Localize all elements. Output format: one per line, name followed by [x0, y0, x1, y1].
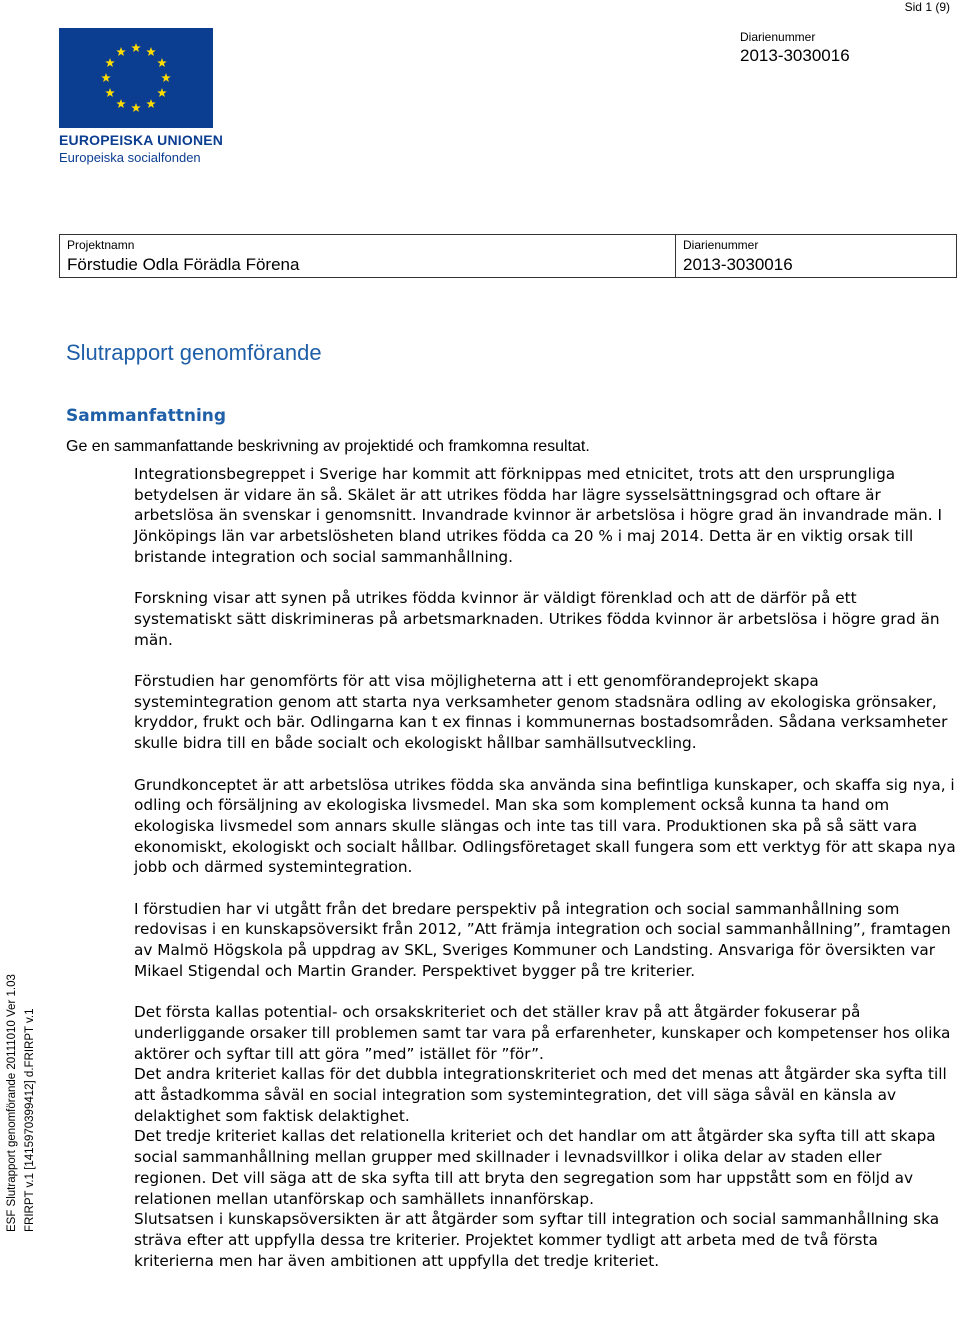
side-reference: [3, 932, 39, 1232]
section-heading: Sammanfattning: [66, 406, 227, 426]
eu-logo-title: EUROPEISKA UNIONEN: [59, 132, 224, 148]
paragraph-criterion-3: Det tredje kriteriet kallas det relationella kriteriet och det handlar om att åtgärder ska syfta till att skapa social sammanhållning mellan grupper med skillnader i levnadsvillkor i olika delar av staden eller regionen. Det vill säga att de ska syfta till att bryta den segregation som har uppstått som en följd av relationen mellan utanförskap och samhällets innanförskap.: [134, 1127, 936, 1208]
project-name-label: Projektnamn: [67, 238, 135, 252]
paragraph-criterion-2: Det andra kriteriet kallas för det dubbla integrationskriteriet och med det menas att åtgärder ska syfta till att åstadkomma såväl en social integration som systemintegration, det vill säga såväl en känsla av delaktighet som faktisk delaktighet.: [134, 1065, 947, 1125]
eu-star-icon: [116, 99, 126, 108]
paragraph-criterion-1: Det första kallas potential- och orsakskriteriet och det ställer krav på att åtgärder fokuserar på underliggande orsaker till problemen samt tar vara på erfarenheter, kunskaper och kompetenser hos olika aktörer och syftar till att göra ”med” istället för ”för”.: [134, 1003, 951, 1063]
paragraph-prestudy: Förstudien har genomförts för att visa möjligheterna att i ett genomförandeprojekt skapa systemintegration genom att starta nya verksamheter genom stadsnära odling av ekologiska grönsaker, kryddor, frukt och bär. Odlingarna kan t ex finnas i kommunernas bostadsområden. Sådana verksamheter skulle bidra till en både socialt och ekologiskt hållbar samhällsutveckling.: [134, 672, 948, 753]
eu-logo: [59, 28, 224, 166]
registration-number-label: Diarienummer: [740, 30, 816, 44]
paragraph-concept: Grundkonceptet är att arbetslösa utrikes födda ska använda sina befintliga kunskaper, och skaffa sig nya, i odling och försäljning av ekologiska livsmedel. Man ska som komplement också kunna ta hand om ekologiska livsmedel som annars skulle slängas och inte tas till vara. Produktionen ska på så sätt vara ekonomiskt, ekologiskt och socialt hållbar. Odlingsföretaget skall fungera som ett verktyg för att skapa nya jobb och därmed systemintegration.: [134, 775, 956, 877]
eu-stars-icon: [59, 28, 213, 128]
side-reference-line1: ESF Slutrapport genomförande 20111010 Ver 1.03: [6, 974, 18, 1232]
eu-star-icon: [131, 103, 141, 112]
paragraph-perspective: I förstudien har vi utgått från det bredare perspektiv på integration och social sammanhållning som redovisas i en kunskapsöversikt från 2012, ”Att främja integration och social sammanhållning”, framtagen av Malmö Högskola på uppdrag av SKL, Sveriges Kommuner och Landsting. Ansvariga för översikten var Mikael Stigendal och Martin Grander. Perspektivet bygger på tre kriterier.: [134, 899, 951, 980]
section-instruction: Ge en sammanfattande beskrivning av projektidé och framkomna resultat.: [66, 438, 590, 455]
summary-body: [134, 464, 956, 1271]
page-title: Slutrapport genomförande: [66, 340, 322, 365]
eu-star-icon: [146, 99, 156, 108]
project-info-table: [59, 234, 957, 278]
eu-star-icon: [116, 47, 126, 56]
table-registration-value: 2013-3030016: [683, 255, 793, 274]
eu-star-icon: [131, 43, 141, 52]
paragraph-research: Forskning visar att synen på utrikes födda kvinnor är väldigt förenklad och att de därför på ett systematiskt sätt diskrimineras på arbetsmarknaden. Utrikes födda kvinnor är arbetslösa i högre grad än män.: [134, 589, 940, 649]
registration-number-cell: [676, 235, 956, 277]
eu-star-icon: [157, 88, 167, 97]
table-registration-label: Diarienummer: [683, 238, 759, 252]
page-number: Sid 1 (9): [904, 0, 950, 14]
eu-star-icon: [146, 47, 156, 56]
eu-star-icon: [161, 73, 171, 82]
eu-star-icon: [105, 88, 115, 97]
eu-star-icon: [157, 58, 167, 67]
project-name-cell: [60, 235, 676, 277]
paragraph-integration: Integrationsbegreppet i Sverige har kommit att förknippas med etnicitet, trots att den ursprungliga betydelsen är vidare än så. Skälet är att utrikes födda har lägre sysselsättningsgrad och oftare är arbetslösa än svenskar i genomsnitt. Invandrade kvinnor är arbetslösa i högre grad än invandrade män. I Jönköpings län var arbetslösheten bland utrikes födda ca 20 % i maj 2014. Detta är en viktig orsak till bristande integration och social sammanhållning.: [134, 465, 942, 566]
eu-star-icon: [101, 73, 111, 82]
eu-star-icon: [105, 58, 115, 67]
eu-flag-icon: [59, 28, 213, 128]
registration-number-value: 2013-3030016: [740, 46, 850, 65]
side-reference-line2: FRIRPT v.1 [1415970399412] d.FRIRPT v.1: [24, 1008, 36, 1232]
paragraph-conclusion: Slutsatsen i kunskapsöversikten är att åtgärder som syftar till integration och social sammanhållning ska sträva efter att uppfylla dessa tre kriterier. Projektet kommer tydligt att arbeta med de två första kriterierna men har även ambitionen att uppfylla det tredje kriteriet.: [134, 1210, 940, 1270]
eu-logo-subtitle: Europeiska socialfonden: [59, 150, 201, 165]
project-name-value: Förstudie Odla Förädla Förena: [67, 255, 300, 274]
